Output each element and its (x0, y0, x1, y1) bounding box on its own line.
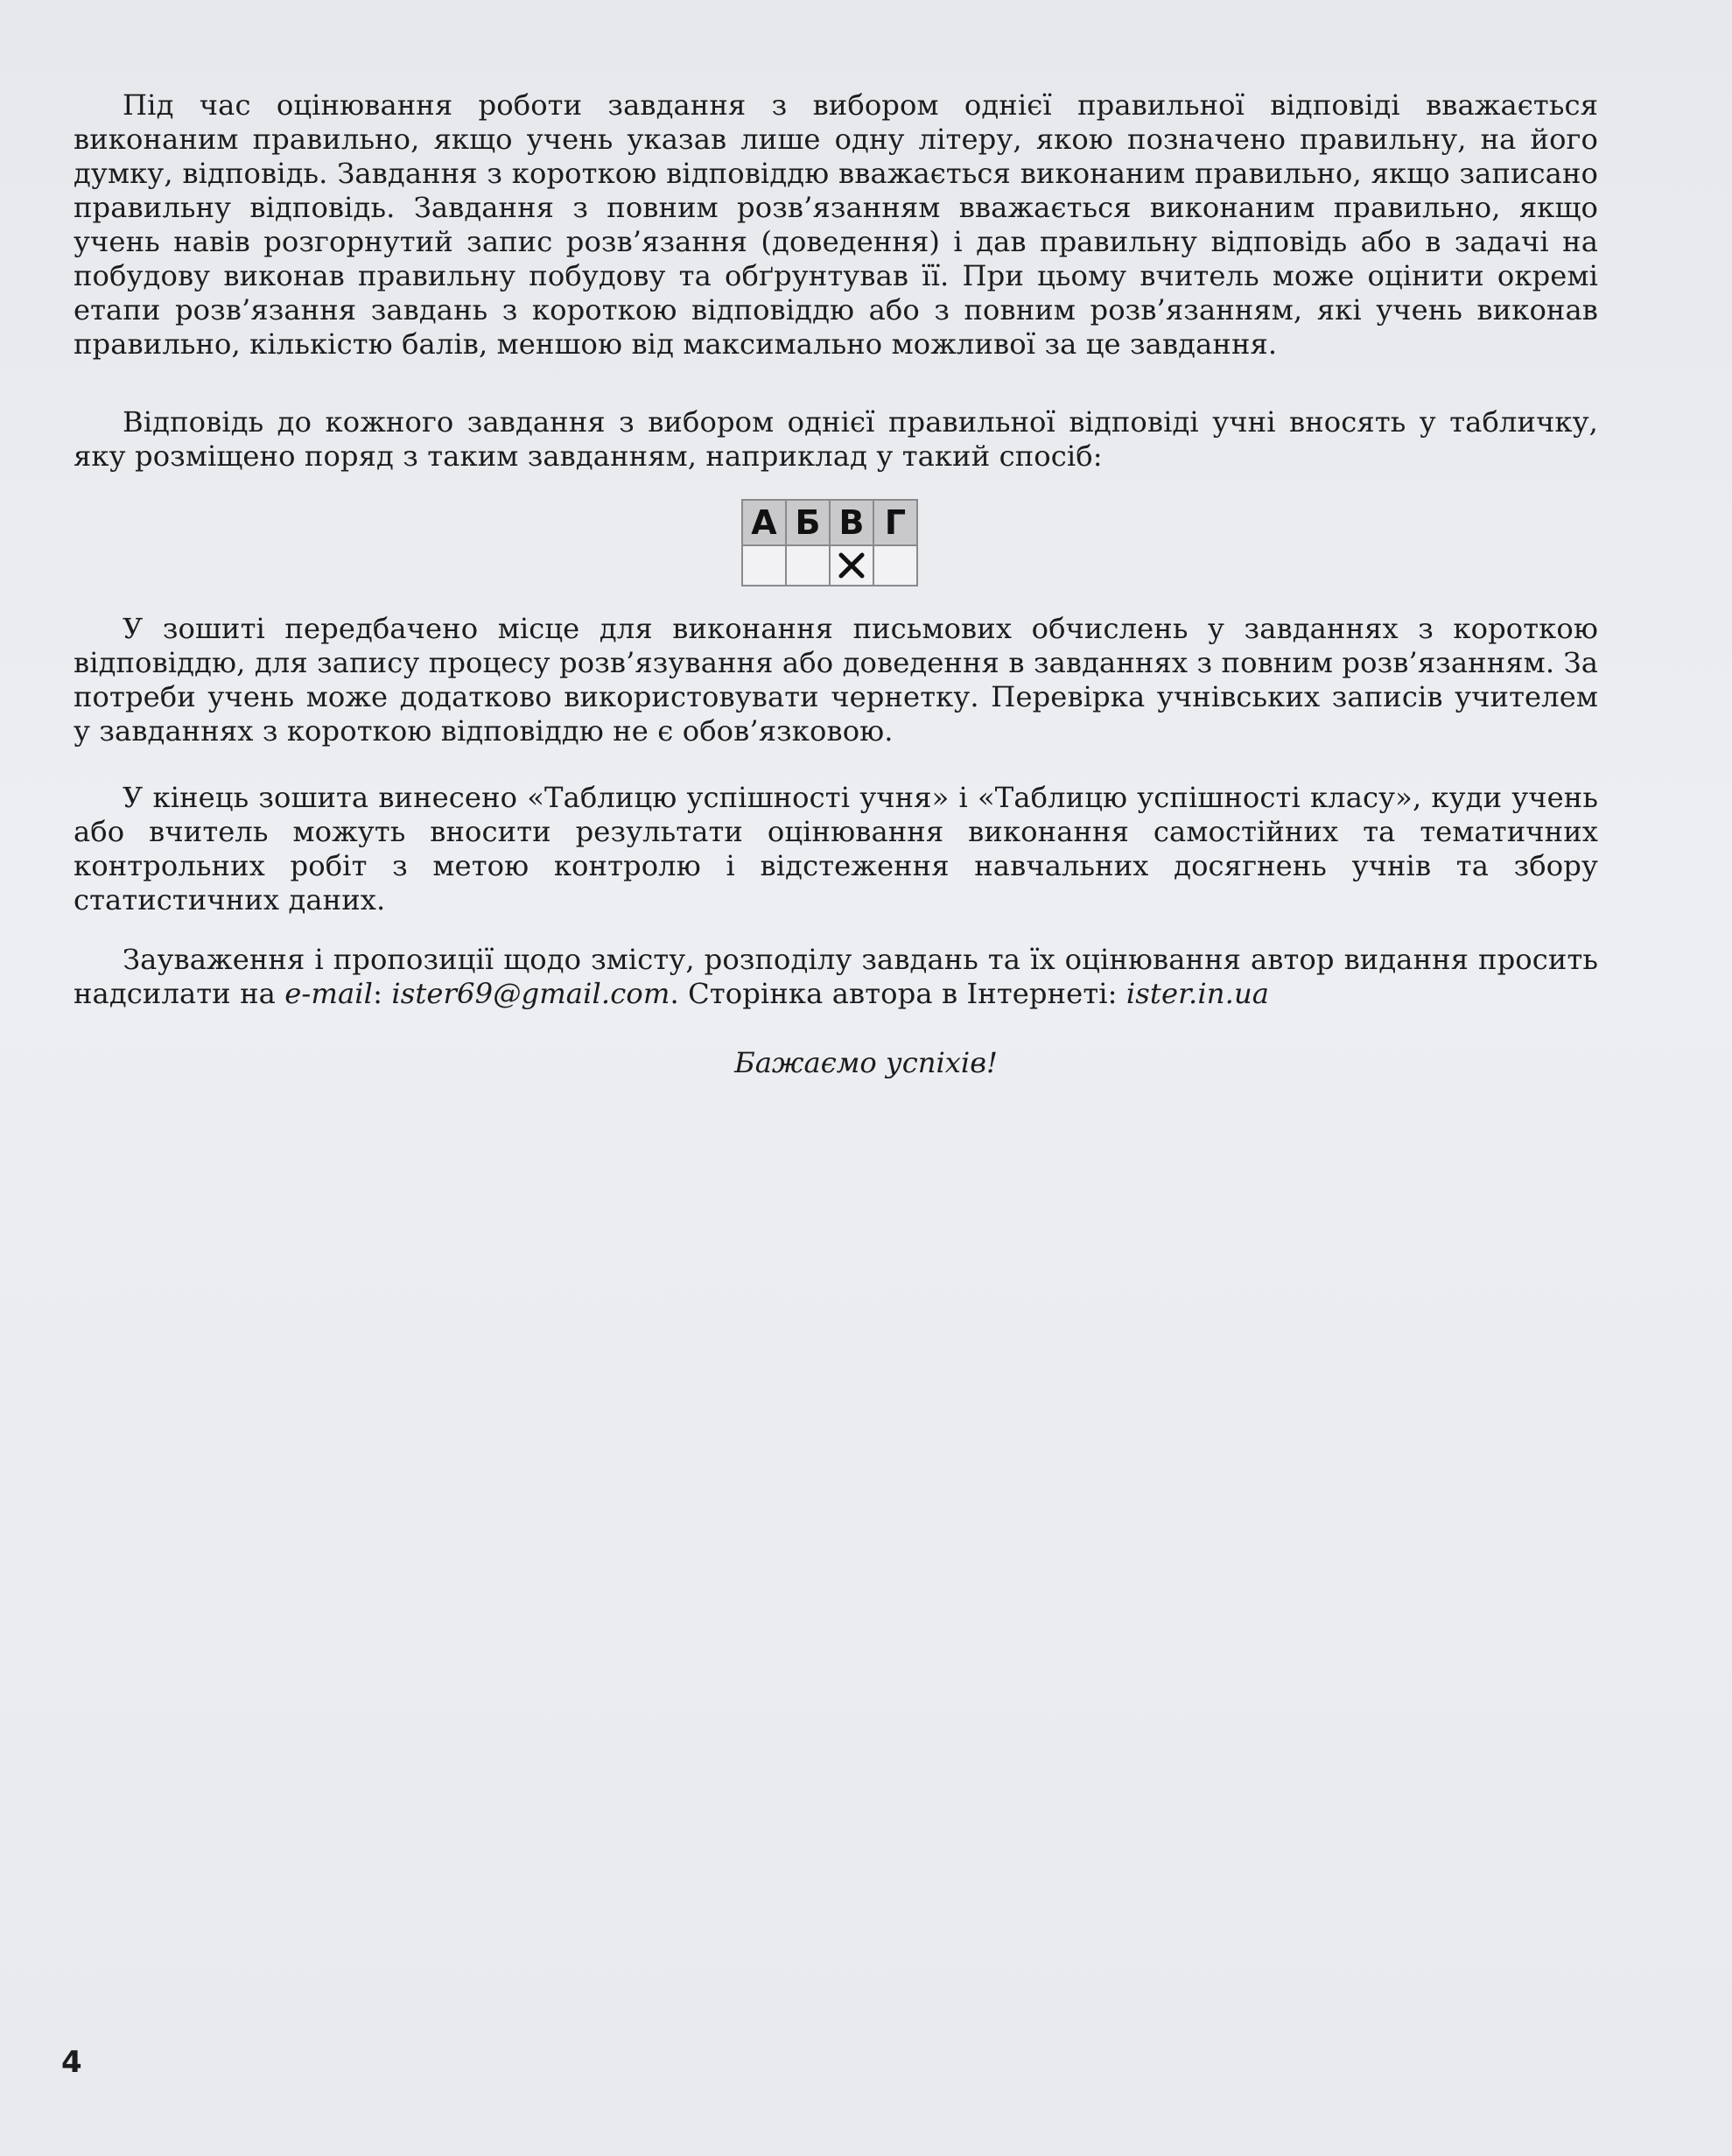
email-label: e-mail (284, 977, 374, 1010)
paragraph-text: Відповідь до кожного завдання з вибором однієї правильної відповіді учні вносять у табличку, яку розміщено поряд з таким завданням, наприклад у такий спосіб: (74, 405, 1598, 473)
answer-table-example (741, 499, 918, 586)
email-colon: : (373, 977, 392, 1010)
paragraph-text (74, 943, 1598, 1011)
paragraph-text: У кінець зошита винесено «Таблицю успішності учня» і «Таблицю успішності класу», куди учень або вчитель можуть вносити результати оцінювання виконання самостійних та тематичних контрольних робіт з метою контролю і відстеження навчальних досягнень учнів та збору статистичних даних. (74, 781, 1598, 916)
paragraph-text: Під час оцінювання роботи завдання з вибором однієї правильної відповіді вважається виконаним правильно, якщо учень указав лише одну літеру, якою позначено правильну, на його думку, відповідь. Завдання з короткою відповіддю вважається виконаним правильно, якщо записано правильну відповідь. Завдання з повним розв’язанням вважається виконаним правильно, якщо учень навів розгорнутий запис розв’язання (доведення) і дав правильну відповідь або в задачі на побудову виконав правильну побудову та обґрунтував її. При цьому вчитель може оцінити окремі етапи розв’язання завдань з короткою відповіддю або з повним розв’язанням, які учень виконав правильно, кількістю балів, меншою від максимально можливої за це завдання. (74, 88, 1598, 361)
closing-wish: Бажаємо успіхів! (734, 1046, 998, 1079)
paragraph-success-tables (74, 781, 1598, 917)
answer-option-g: Г (873, 500, 917, 545)
answer-option-a: А (742, 500, 786, 545)
answer-cell-a[interactable] (742, 545, 786, 586)
page-number: 4 (61, 2045, 82, 2080)
answer-cell-v[interactable] (830, 545, 873, 586)
paragraph-feedback (74, 943, 1598, 1011)
answer-option-v: В (830, 500, 873, 545)
author-email-link[interactable]: ister69@gmail.com (391, 977, 670, 1010)
answer-table-header-row (742, 500, 917, 545)
author-page-text: . Сторінка автора в Інтернеті: (670, 977, 1126, 1010)
feedback-text: Зауваження і пропозиції щодо змісту, розподілу завдань та їх оцінювання автор видання просить надсилати на (74, 943, 1598, 1010)
x-mark-icon (837, 551, 866, 580)
paragraph-text: У зошиті передбачено місце для виконання письмових обчислень у завданнях з короткою відповіддю, для запису процесу розв’язування або доведення в завданнях з повним розв’язанням. За потреби учень може додатково використовувати чернетку. Перевірка учнівських записів учителем у завданнях з короткою відповіддю не є обов’язковою. (74, 612, 1598, 748)
author-site-link[interactable]: ister.in.ua (1125, 977, 1270, 1010)
answer-cell-b[interactable] (786, 545, 830, 586)
paragraph-workspace (74, 612, 1598, 748)
paragraph-grading-rules (74, 88, 1598, 362)
answer-option-b: Б (786, 500, 830, 545)
paragraph-answer-table-intro (74, 405, 1598, 474)
answer-cell-g[interactable] (873, 545, 917, 586)
answer-table-mark-row (742, 545, 917, 586)
